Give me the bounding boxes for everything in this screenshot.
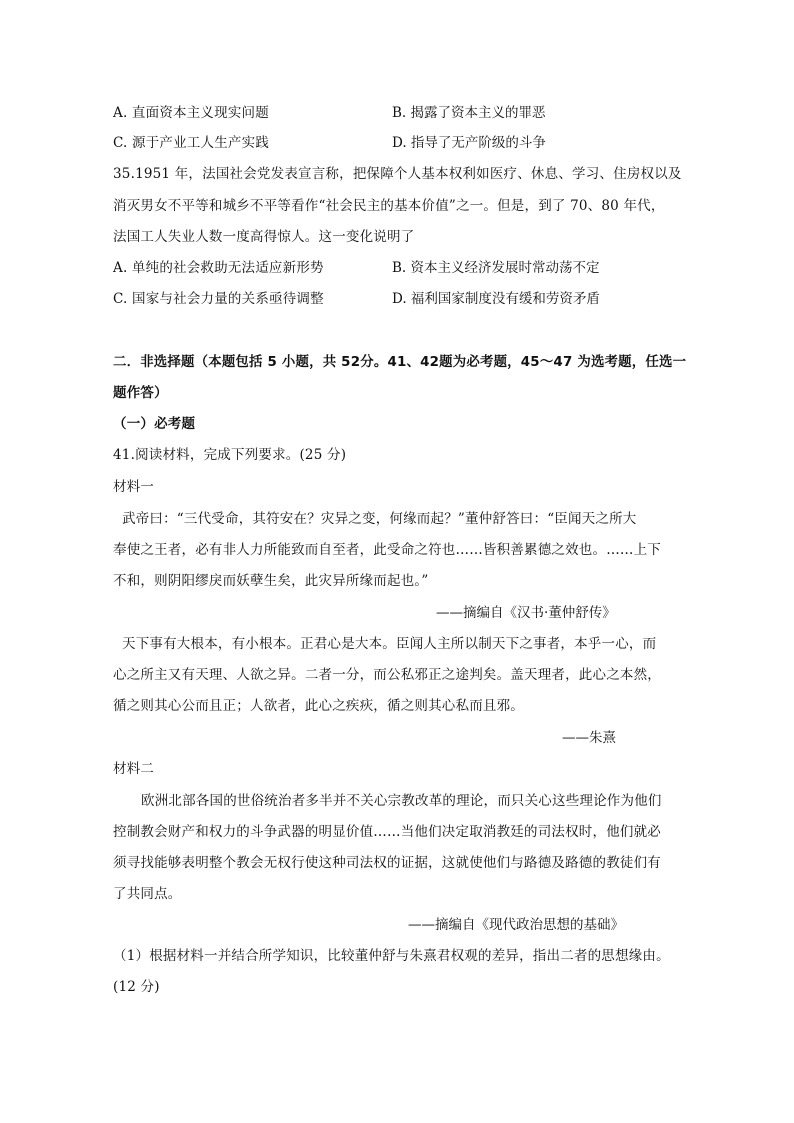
- m1-p1-line-1: 武帝曰：“三代受命，其符安在？灾异之变，何缘而起？”董仲舒答曰：“臣闻天之所大: [122, 511, 637, 527]
- q41-stem: 41.阅读材料，完成下列要求。(25 分): [113, 447, 347, 463]
- m1-p2-line-3: 循之则其心公而且正；人欲者，此心之疾疢，循之则其心私而且邪。: [113, 698, 524, 714]
- m2-line-1: 欧洲北部各国的世俗统治者多半并不关心宗教改革的理论，而只关心这些理论作为他们: [141, 793, 662, 809]
- q34-option-d: D. 指导了无产阶级的斗争: [392, 135, 546, 151]
- m1-source-2: ——朱熹: [562, 730, 616, 746]
- m2-line-2: 控制教会财产和权力的斗争武器的明显价值……当他们决定取消教廷的司法权时，他们就必: [113, 824, 661, 840]
- q35-stem-line-3: 法国工人失业人数一度高得惊人。这一变化说明了: [113, 229, 415, 245]
- m2-line-3: 须寻找能够表明整个教会无权行使这种司法权的证据，这就使他们与路德及路德的教徒们有: [113, 855, 661, 871]
- m1-p2-line-1: 天下事有大根本，有小根本。正君心是大本。臣闻人主所以制天下之事者，本乎一心，而: [122, 636, 657, 652]
- m2-line-4: 了共同点。: [113, 886, 182, 902]
- q34-option-a: A. 直面资本主义现实问题: [113, 105, 269, 121]
- material1-label: 材料一: [113, 479, 155, 495]
- m1-source-1: ——摘编自《汉书·董仲舒传》: [436, 605, 616, 621]
- material2-label: 材料二: [113, 761, 155, 777]
- section2-heading-line-2: 题作答）: [113, 385, 168, 401]
- q34-option-c: C. 源于产业工人生产实践: [113, 135, 270, 151]
- q35-option-d: D. 福利国家制度没有缓和劳资矛盾: [392, 291, 600, 307]
- q34-option-b: B. 揭露了资本主义的罪恶: [392, 105, 546, 121]
- m1-p1-line-3: 不和，则阴阳缪戾而妖孽生矣，此灾异所缘而起也。”: [113, 573, 429, 589]
- q35-stem-line-2: 消灭男女不平等和城乡不平等看作“社会民主的基本价值”之一。但是，到了 70、80 年代，: [113, 198, 665, 214]
- m2-source: ——摘编自《现代政治思想的基础》: [408, 917, 624, 933]
- m1-p2-line-2: 心之所主又有天理、人欲之异。二者一分，而公私邪正之途判矣。盖天理者，此心之本然，: [113, 667, 661, 683]
- section2-sub-heading: （一）必考题: [113, 416, 196, 432]
- q35-stem-line-1: 35.1951 年，法国社会党发表宣言称，把保障个人基本权利如医疗、休息、学习、住房权以及: [113, 166, 682, 182]
- m1-p1-line-2: 奉使之王者，必有非人力所能致而自至者，此受命之符也……皆积善累德之效也。……上下: [113, 542, 661, 558]
- q35-option-c: C. 国家与社会力量的关系亟待调整: [113, 291, 324, 307]
- q41-sub1-line-2: (12 分): [113, 979, 160, 995]
- q41-sub1-line-1: （1）根据材料一并结合所学知识，比较董仲舒与朱熹君权观的差异，指出二者的思想缘由。: [113, 948, 670, 964]
- q35-option-b: B. 资本主义经济发展时常动荡不定: [392, 260, 600, 276]
- q35-option-a: A. 单纯的社会救助无法适应新形势: [113, 260, 324, 276]
- section2-heading-line-1: 二．非选择题（本题包括 5 小题，共 52分。41、42题为必考题，45～47 为选考题，任选一: [113, 354, 687, 370]
